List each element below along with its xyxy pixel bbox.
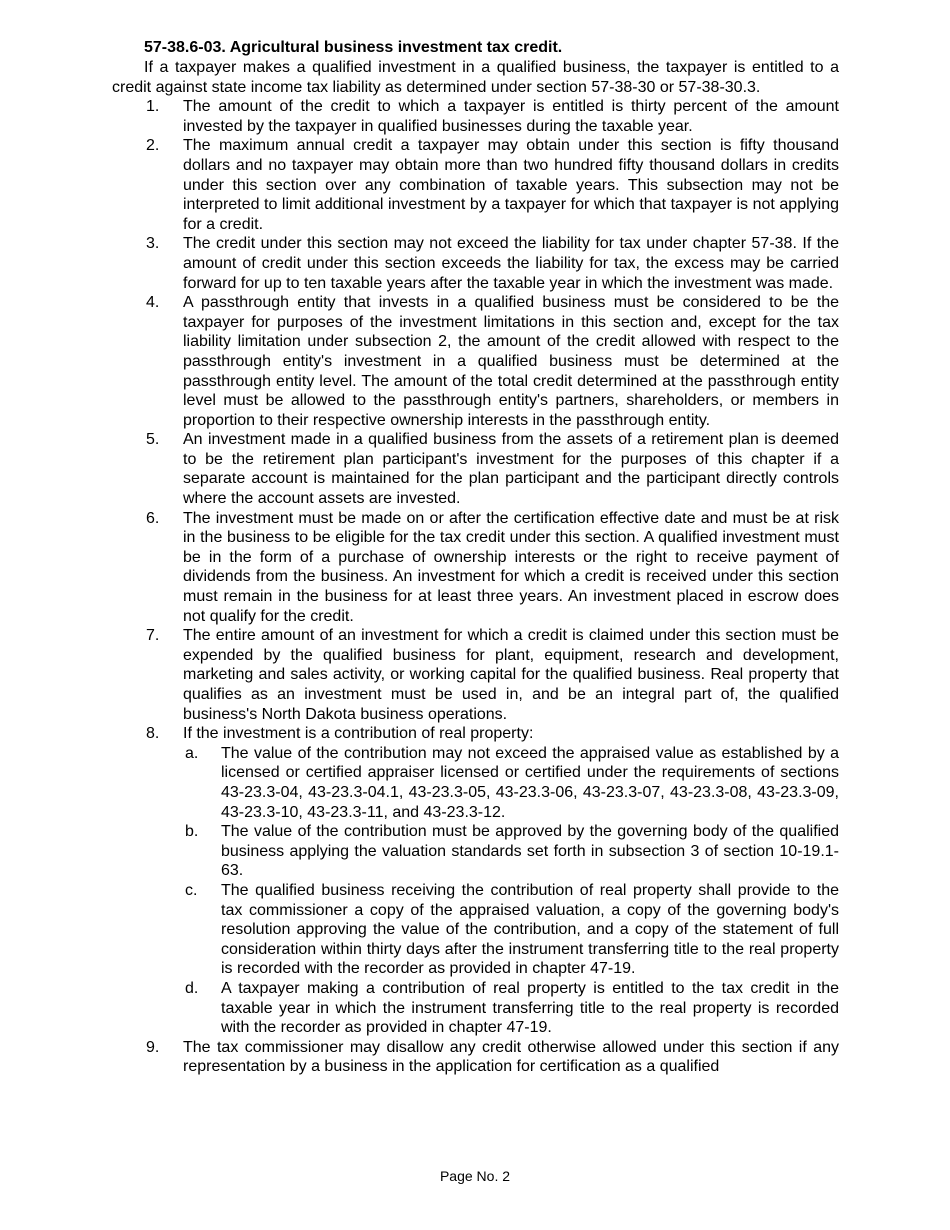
subsection-number: 7. — [146, 627, 160, 645]
subsection-4 — [112, 293, 839, 430]
subsection-text: The tax commissioner may disallow any credit otherwise allowed under this section if any representation by a business in the application for certification as a qualified — [183, 1038, 839, 1076]
subsection-7 — [112, 626, 839, 724]
subdivision-letter: d. — [185, 979, 199, 997]
intro-paragraph: If a taxpayer makes a qualified investment in a qualified business, the taxpayer is entitled to a credit against state income tax liability as determined under section 57-38-30 or 57-38-30.3. — [112, 59, 839, 96]
section-heading: 57-38.6-03. Agricultural business investment tax credit. — [144, 39, 563, 56]
subsection-list — [112, 97, 839, 1077]
subsection-text: If the investment is a contribution of real property: — [183, 725, 534, 743]
subdivision-b — [183, 822, 839, 881]
subdivision-letter: c. — [185, 881, 198, 899]
subsection-text: A passthrough entity that invests in a qualified business must be considered to be the taxpayer for purposes of the investment limitations in this section and, except for the tax liability limitation under subsection 2, the amount of the credit allowed with respect to the passthrough entity's investment in a qualified business must be determined at the passthrough entity level. The amount of the total credit determined at the passthrough entity level must be allowed to the passthrough entity's partners, shareholders, or members in proportion to their respective ownership interests in the passthrough entity. — [183, 294, 839, 429]
subsection-text: The credit under this section may not exceed the liability for tax under chapter 57-38. If the amount of credit under this section exceeds the liability for tax, the excess may be carried forward for up to ten taxable years after the taxable year in which the investment was made. — [183, 235, 839, 292]
subdivision-text: A taxpayer making a contribution of real property is entitled to the tax credit in the taxable year in which the instrument transferring title to the real property is recorded with the recorder as provided in chapter 47-19. — [221, 979, 839, 1037]
subsection-3 — [112, 234, 839, 293]
subsection-1 — [112, 97, 839, 136]
subsection-text: The maximum annual credit a taxpayer may obtain under this section is fifty thousand dollars and no taxpayer may obtain more than two hundred fifty thousand dollars in credits under this section over any combination of taxable years. This subsection may not be interpreted to limit additional investment by a taxpayer for which that taxpayer is not applying for a credit. — [183, 137, 839, 233]
subsection-text: The investment must be made on or after the certification effective date and must be at risk in the business to be eligible for the tax credit under this section. A qualified investment must be in the form of a purchase of ownership interests or the right to receive payment of dividends from the business. An investment for which a credit is received under this section must remain in the business for at least three years. An investment placed in escrow does not qualify for the credit. — [183, 509, 839, 625]
subsection-text: An investment made in a qualified business from the assets of a retirement plan is deemed to be the retirement plan participant's investment for the purposes of this chapter if a separate account is maintained for the plan participant and the participant directly controls where the account assets are invested. — [183, 431, 839, 508]
subsection-9 — [112, 1038, 839, 1077]
subsection-text: The entire amount of an investment for which a credit is claimed under this section must be expended by the qualified business for plant, equipment, research and development, marketing and sales activity, or working capital for the qualified business. Real property that qualifies as an investment must be used in, and be an integral part of, the qualified business's North Dakota business operations. — [183, 627, 839, 723]
subdivision-c — [183, 881, 839, 979]
subsection-8 — [112, 724, 839, 1038]
subsection-number: 8. — [146, 725, 160, 743]
page-number: Page No. 2 — [439, 1168, 511, 1184]
subdivision-text: The qualified business receiving the contribution of real property shall provide to the tax commissioner a copy of the appraised valuation, a copy of the governing body's resolution approving the value of the contribution, and a copy of the statement of full consideration within thirty days after the instrument transferring title to the real property is recorded with the recorder as provided in chapter 47-19. — [221, 881, 839, 978]
document-body — [112, 38, 839, 1077]
subdivision-letter: a. — [185, 744, 199, 762]
subsection-2 — [112, 136, 839, 234]
subdivision-a — [183, 744, 839, 822]
subsection-6 — [112, 509, 839, 627]
subdivision-text: The value of the contribution may not exceed the appraised value as established by a licensed or certified appraiser licensed or certified under the requirements of sections 43-23.3-04, 43-23.3-04.1, 43-23.3-05, 43-23.3-06, 43-23.3-07, 43-23.3-08, 43-23.3-09, 43-23.3-10, 43-23.3-11, and 43-23.3-12. — [221, 744, 839, 821]
subsection-number: 9. — [146, 1038, 160, 1056]
subdivision-letter: b. — [185, 823, 199, 841]
subsection-number: 4. — [146, 294, 160, 312]
subsection-number: 2. — [146, 137, 160, 155]
subdivision-d — [183, 979, 839, 1038]
subdivision-list — [183, 744, 839, 1038]
subsection-number: 3. — [146, 235, 160, 253]
subsection-number: 6. — [146, 509, 160, 527]
subdivision-text: The value of the contribution must be approved by the governing body of the qualified business applying the valuation standards set forth in subsection 3 of section 10-19.1-63. — [221, 823, 839, 880]
subsection-text: The amount of the credit to which a taxpayer is entitled is thirty percent of the amount invested by the taxpayer in qualified businesses during the taxable year. — [183, 98, 839, 135]
subsection-number: 5. — [146, 431, 160, 449]
subsection-5 — [112, 430, 839, 508]
subsection-number: 1. — [146, 98, 160, 116]
